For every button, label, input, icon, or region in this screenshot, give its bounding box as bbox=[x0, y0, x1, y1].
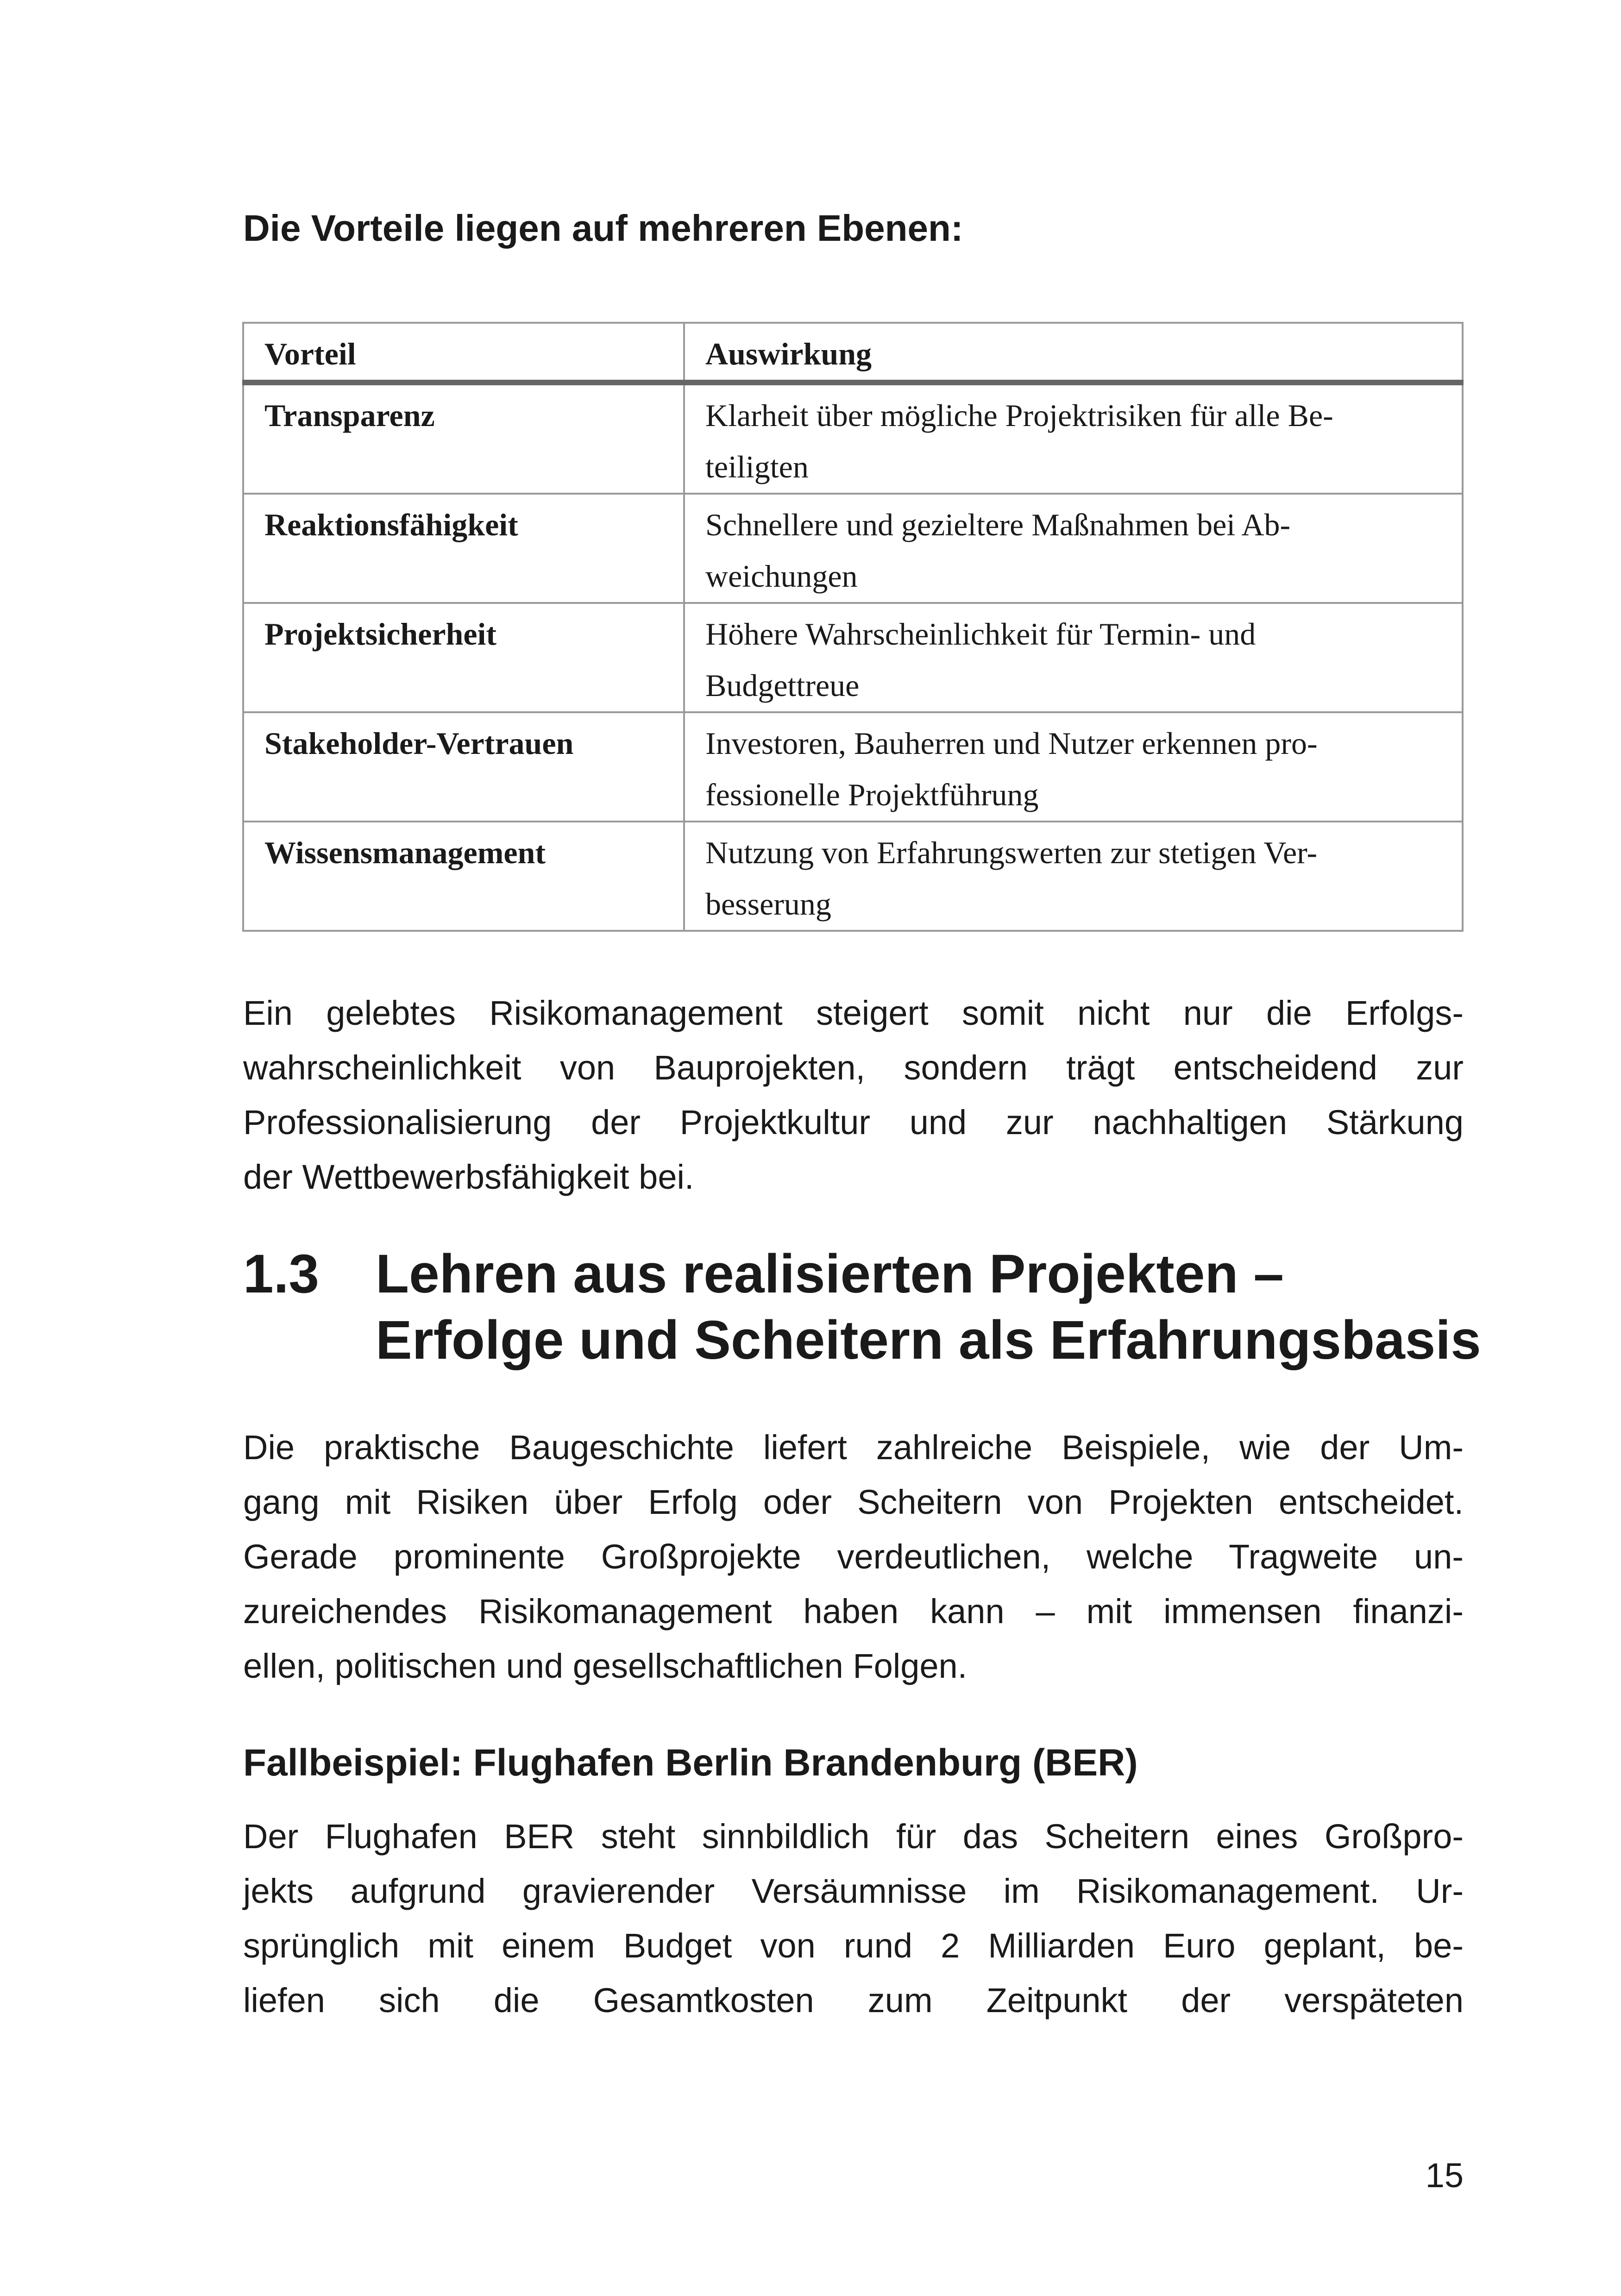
text-line: Professionalisierung der Projektkultur und zur nachhaltigen Stärkung bbox=[243, 1103, 1464, 1142]
title-line: Lehren aus realisierten Projekten – bbox=[376, 1243, 1284, 1305]
text-line: sprünglich mit einem Budget von rund 2 Milliarden Euro geplant, be- bbox=[243, 1926, 1464, 1965]
row-key: Projektsicherheit bbox=[243, 603, 684, 712]
advantages-heading: Die Vorteile liegen auf mehreren Ebenen: bbox=[243, 207, 963, 249]
row-value bbox=[684, 822, 1463, 931]
text-line: Der Flughafen BER steht sinnbildlich für das Scheitern eines Großpro- bbox=[243, 1817, 1464, 1856]
row-key: Transparenz bbox=[243, 383, 684, 494]
page-number: 15 bbox=[1425, 2156, 1464, 2195]
text-line: der Wettbewerbsfähigkeit bei. bbox=[243, 1158, 694, 1196]
row-value bbox=[684, 383, 1463, 494]
text-line: ellen, politischen und gesellschaftlichen Folgen. bbox=[243, 1647, 968, 1685]
row-key: Stakeholder-Vertrauen bbox=[243, 712, 684, 822]
row-key: Wissensmanagement bbox=[243, 822, 684, 931]
text-line: Gerade prominente Großprojekte verdeutlichen, welche Tragweite un- bbox=[243, 1537, 1464, 1576]
table-header-row bbox=[243, 323, 1463, 383]
text-line: liefen sich die Gesamtkosten zum Zeitpunkt der verspäteten bbox=[243, 1981, 1464, 2020]
text-line: gang mit Risiken über Erfolg oder Scheitern von Projekten entscheidet. bbox=[243, 1483, 1464, 1521]
value-line: besserung bbox=[705, 886, 831, 922]
value-line: Budgettreue bbox=[705, 668, 860, 703]
title-line: Erfolge und Scheitern als Erfahrungsbasis bbox=[376, 1310, 1481, 1371]
paragraph-ber bbox=[243, 1809, 1464, 2028]
header-auswirkung: Auswirkung bbox=[684, 323, 1463, 383]
value-line: weichungen bbox=[705, 558, 858, 594]
paragraph-intro bbox=[243, 1420, 1464, 1694]
text-line: zureichendes Risikomanagement haben kann – mit immensen finanzi- bbox=[243, 1592, 1464, 1631]
header-vorteil: Vorteil bbox=[243, 323, 684, 383]
row-value bbox=[684, 712, 1463, 822]
row-value bbox=[684, 494, 1463, 603]
value-line: Höhere Wahrscheinlichkeit für Termin- und bbox=[705, 616, 1256, 652]
value-line: Klarheit über mögliche Projektrisiken für alle Be- bbox=[705, 398, 1333, 433]
text-line: Die praktische Baugeschichte liefert zahlreiche Beispiele, wie der Um- bbox=[243, 1428, 1464, 1467]
text-line: wahrscheinlichkeit von Bauprojekten, sondern trägt entscheidend zur bbox=[243, 1048, 1464, 1087]
value-line: fessionelle Projektführung bbox=[705, 777, 1039, 812]
text-line: jekts aufgrund gravierender Versäumnisse im Risikomanagement. Ur- bbox=[243, 1872, 1464, 1910]
text-line: Ein gelebtes Risikomanagement steigert somit nicht nur die Erfolgs- bbox=[243, 994, 1464, 1032]
paragraph-summary bbox=[243, 986, 1464, 1204]
table-row bbox=[243, 822, 1463, 931]
table-row bbox=[243, 603, 1463, 712]
row-key: Reaktionsfähigkeit bbox=[243, 494, 684, 603]
row-value bbox=[684, 603, 1463, 712]
section-title bbox=[376, 1241, 1481, 1374]
table-row bbox=[243, 494, 1463, 603]
value-line: Schnellere und gezieltere Maßnahmen bei Ab- bbox=[705, 507, 1291, 542]
value-line: teiligten bbox=[705, 449, 809, 484]
section-number: 1.3 bbox=[243, 1243, 320, 1305]
value-line: Nutzung von Erfahrungswerten zur stetigen Ver- bbox=[705, 835, 1318, 870]
value-line: Investoren, Bauherren und Nutzer erkennen pro- bbox=[705, 726, 1318, 761]
case-heading: Fallbeispiel: Flughafen Berlin Brandenburg (BER) bbox=[243, 1742, 1138, 1784]
table-row bbox=[243, 712, 1463, 822]
advantages-table bbox=[242, 322, 1464, 932]
table-row bbox=[243, 383, 1463, 494]
